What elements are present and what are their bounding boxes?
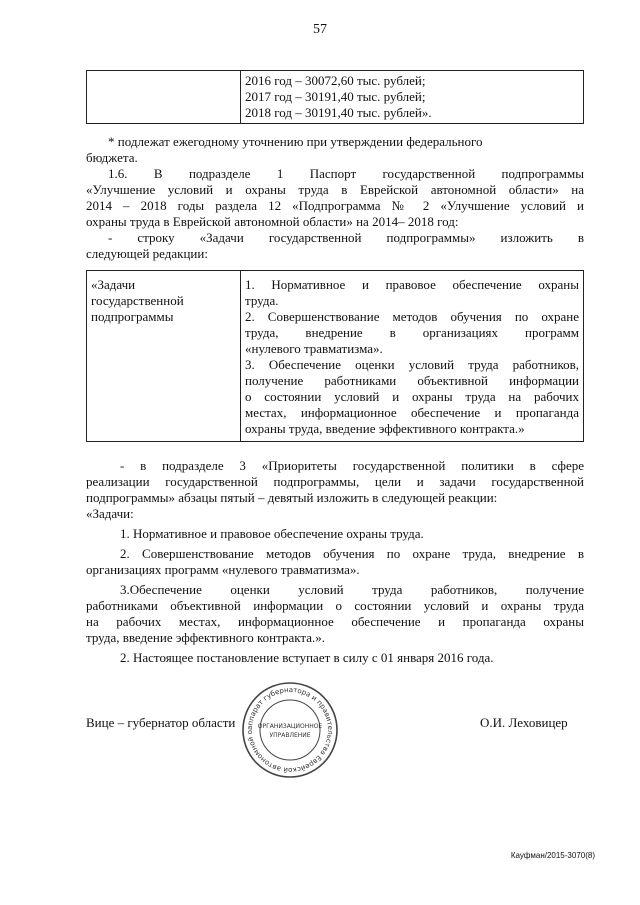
tasks-label-line: подпрограммы <box>91 309 174 324</box>
tasks-content-line: местах, информационное обеспечение и пропаганда <box>245 405 579 420</box>
tasks-content-line: труда, внедрение в организациях программ <box>245 325 579 340</box>
top-table <box>86 70 584 124</box>
tasks-content-line: «нулевого травматизма». <box>245 341 383 356</box>
tasks-content-line: труда. <box>245 293 279 308</box>
paragraph-line: реализации государственной подпрограммы, цели и задачи государственной <box>86 474 584 489</box>
signer-position: Вице – губернатор области <box>86 715 236 730</box>
tasks-content-line: охраны труда, введение эффективного контракта.» <box>245 421 525 436</box>
paragraph-line: - строку «Задачи государственной подпрограммы» изложить в <box>108 230 584 245</box>
stamp-center-line: ОРГАНИЗАЦИОННОЕ <box>257 723 323 730</box>
paragraph-line: - в подразделе 3 «Приоритеты государственной политики в сфере <box>120 458 584 473</box>
funding-line: 2017 год – 30191,40 тыс. рублей; <box>245 89 426 104</box>
official-stamp <box>240 680 340 780</box>
tasks-label-line: государственной <box>91 293 184 308</box>
tasks-content-cell <box>241 271 584 442</box>
funding-line: 2016 год – 30072,60 тыс. рублей; <box>245 73 426 88</box>
tasks-content-line: 2. Совершенствование методов обучения по охране <box>245 309 579 324</box>
tasks-table <box>86 270 584 442</box>
stamp-seal-icon <box>240 680 340 780</box>
tasks-content-line: о состоянии условий и охраны труда на рабочих <box>245 389 579 404</box>
tasks-content-line: 1. Нормативное и правовое обеспечение охраны <box>245 277 579 292</box>
paragraph-line: работниками объективной информации о состоянии условий и охраны труда <box>86 598 584 613</box>
signer-name: О.И. Леховицер <box>480 715 568 730</box>
paragraph-line: подпрограммы» абзацы пятый – девятый изложить в следующей реакции: <box>86 490 498 505</box>
paragraph-line: охраны труда в Еврейской автономной области» на 2014– 2018 год: <box>86 214 459 229</box>
paragraph-line: организациях программ «нулевого травматизма». <box>86 562 360 577</box>
paragraph-line: 2. Совершенствование методов обучения по охране труда, внедрение в <box>120 546 584 561</box>
paragraph-line: 1.6. В подразделе 1 Паспорт государственной подпрограммы <box>108 166 584 181</box>
funding-cell <box>241 71 584 124</box>
paragraph-line: на рабочих местах, информационное обеспечение и пропаганда охраны <box>86 614 584 629</box>
paragraph-line: 3.Обеспечение оценки условий труда работников, получение <box>120 582 584 597</box>
tasks-label-cell <box>87 271 241 442</box>
table-row <box>87 71 584 124</box>
footer-reference: Кауфман/2015-3070(8) <box>510 851 595 860</box>
paragraph-line: 2014 – 2018 годы раздела 12 «Подпрограмма № 2 «Улучшение условий и <box>86 198 584 213</box>
footnote-line: бюджета. <box>86 150 138 165</box>
tasks-content-line: получение работниками объективной информации <box>245 373 579 388</box>
paragraph-line: труда, введение эффективного контракта.». <box>86 630 326 645</box>
funding-line: 2018 год – 30191,40 тыс. рублей». <box>245 105 432 120</box>
table-row <box>87 271 584 442</box>
paragraph-line: «Задачи: <box>86 506 134 521</box>
tasks-content-line: 3. Обеспечение оценки условий труда работников, <box>245 357 579 372</box>
stamp-ring-text: аппарат губернатора и правительства Еврейской автономной о <box>245 685 335 775</box>
tasks-label-line: «Задачи <box>91 277 136 292</box>
page-number: 57 <box>313 22 327 37</box>
footnote-line: * подлежат ежегодному уточнению при утверждении федерального <box>108 134 483 149</box>
empty-label-cell <box>87 71 241 124</box>
paragraph-line: 1. Нормативное и правовое обеспечение охраны труда. <box>120 526 424 541</box>
paragraph-line: «Улучшение условий и охраны труда в Еврейской автономной области» на <box>86 182 584 197</box>
paragraph-line: следующей редакции: <box>86 246 208 261</box>
stamp-center-line: УПРАВЛЕНИЕ <box>269 732 311 739</box>
paragraph-line: 2. Настоящее постановление вступает в силу с 01 января 2016 года. <box>120 650 494 665</box>
